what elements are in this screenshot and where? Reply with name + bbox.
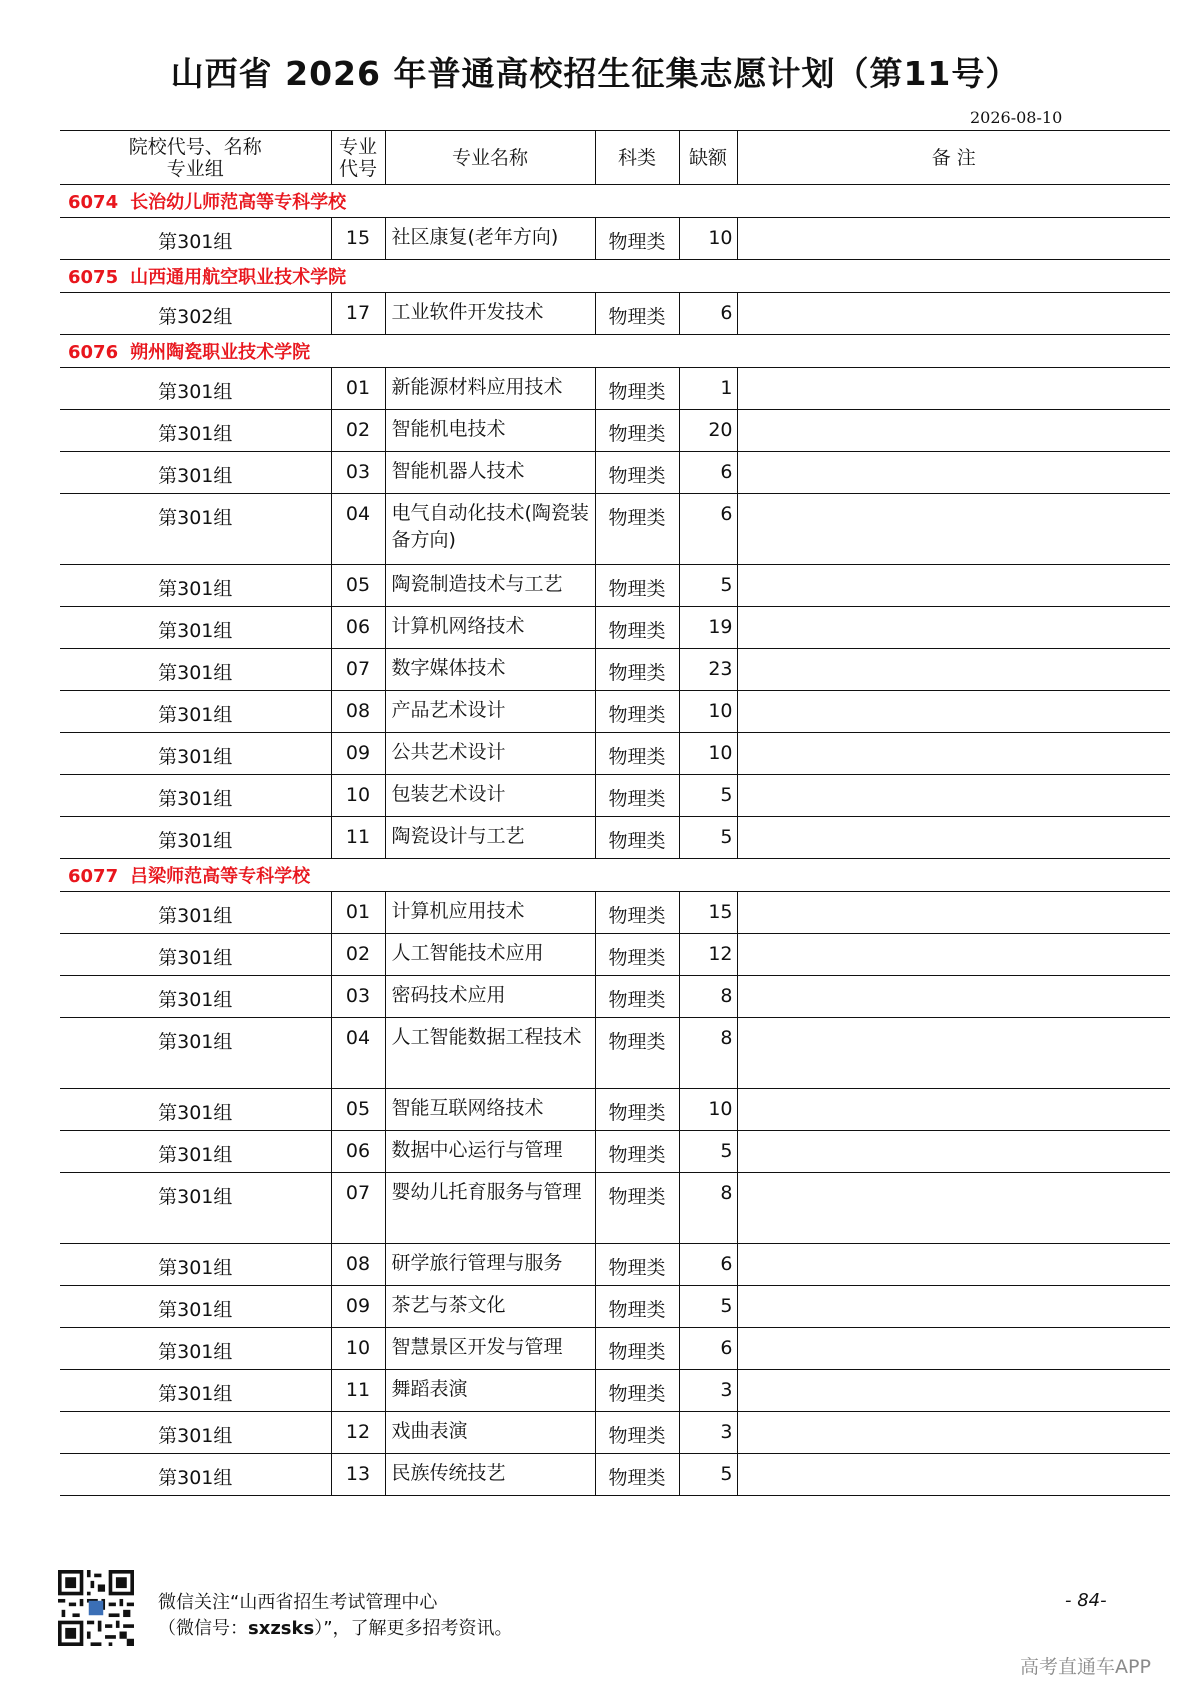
school-header: [60, 185, 1170, 218]
quota-cell: 8: [679, 1018, 737, 1089]
group-cell: 第301组: [60, 1412, 331, 1454]
quota-cell: 6: [679, 494, 737, 565]
table-row: [60, 1286, 1170, 1328]
school-header-row: [60, 859, 1170, 892]
subject-cell: 物理类: [595, 494, 679, 565]
school-header: [60, 335, 1170, 368]
group-cell: 第301组: [60, 691, 331, 733]
major-name-cell: 公共艺术设计: [385, 733, 595, 775]
major-name-cell: 新能源材料应用技术: [385, 368, 595, 410]
school-code: 6076: [68, 342, 119, 363]
quota-cell: 6: [679, 452, 737, 494]
wechat-id: sxzsks: [248, 1618, 315, 1639]
major-name-cell: 智能互联网络技术: [385, 1089, 595, 1131]
subject-cell: 物理类: [595, 649, 679, 691]
subject-cell: 物理类: [595, 817, 679, 859]
major-name-cell: 工业软件开发技术: [385, 293, 595, 335]
subject-cell: 物理类: [595, 1328, 679, 1370]
major-name-cell: 婴幼儿托育服务与管理: [385, 1173, 595, 1244]
note-cell: [737, 1454, 1170, 1496]
group-cell: 第301组: [60, 494, 331, 565]
major-code-cell: 07: [331, 1173, 385, 1244]
major-code-cell: 04: [331, 494, 385, 565]
school-name: 吕梁师范高等专科学校: [130, 866, 311, 887]
note-cell: [737, 368, 1170, 410]
group-cell: 第301组: [60, 607, 331, 649]
note-cell: [737, 691, 1170, 733]
page-title: 山西省 2026 年普通高校招生征集志愿计划（第11号）: [170, 54, 1020, 93]
group-cell: 第301组: [60, 1244, 331, 1286]
major-code-cell: 12: [331, 1412, 385, 1454]
quota-cell: 1: [679, 368, 737, 410]
table-row: [60, 1454, 1170, 1496]
major-name-cell: 密码技术应用: [385, 976, 595, 1018]
enrollment-plan-table: [60, 130, 1170, 1496]
group-cell: 第301组: [60, 565, 331, 607]
major-name-cell: 人工智能技术应用: [385, 934, 595, 976]
subject-cell: 物理类: [595, 293, 679, 335]
subject-cell: 物理类: [595, 1089, 679, 1131]
major-code-cell: 02: [331, 410, 385, 452]
subject-cell: 物理类: [595, 565, 679, 607]
subject-cell: 物理类: [595, 691, 679, 733]
major-code-cell: 05: [331, 1089, 385, 1131]
header-quota: 缺额: [679, 131, 737, 185]
major-name-cell: 智能机器人技术: [385, 452, 595, 494]
table-row: [60, 293, 1170, 335]
watermark: 高考直通车APP: [1020, 1656, 1151, 1678]
major-name-cell: 电气自动化技术(陶瓷装备方向): [385, 494, 595, 565]
major-code-cell: 13: [331, 1454, 385, 1496]
major-name-cell: 数字媒体技术: [385, 649, 595, 691]
quota-cell: 5: [679, 565, 737, 607]
group-cell: 第301组: [60, 649, 331, 691]
subject-cell: 物理类: [595, 218, 679, 260]
major-code-cell: 10: [331, 775, 385, 817]
major-name-cell: 数据中心运行与管理: [385, 1131, 595, 1173]
major-code-cell: 15: [331, 218, 385, 260]
footer-id-prefix: （微信号：: [158, 1618, 248, 1639]
group-cell: 第301组: [60, 452, 331, 494]
major-name-cell: 计算机网络技术: [385, 607, 595, 649]
table-header-row: [60, 131, 1170, 185]
table-body: [60, 185, 1170, 1496]
subject-cell: 物理类: [595, 410, 679, 452]
quota-cell: 8: [679, 1173, 737, 1244]
note-cell: [737, 649, 1170, 691]
subject-cell: 物理类: [595, 1454, 679, 1496]
major-name-cell: 陶瓷制造技术与工艺: [385, 565, 595, 607]
quota-cell: 15: [679, 892, 737, 934]
table-row: [60, 1412, 1170, 1454]
publish-date: 2026-08-10: [970, 108, 1063, 127]
major-code-cell: 01: [331, 892, 385, 934]
subject-cell: 物理类: [595, 1018, 679, 1089]
quota-cell: 5: [679, 1286, 737, 1328]
note-cell: [737, 1018, 1170, 1089]
group-cell: 第301组: [60, 1454, 331, 1496]
header-major-name: 专业名称: [385, 131, 595, 185]
note-cell: [737, 1412, 1170, 1454]
major-code-cell: 06: [331, 607, 385, 649]
group-cell: 第301组: [60, 1018, 331, 1089]
note-cell: [737, 1286, 1170, 1328]
major-name-cell: 计算机应用技术: [385, 892, 595, 934]
group-cell: 第301组: [60, 733, 331, 775]
school-name: 长治幼儿师范高等专科学校: [130, 192, 347, 213]
quota-cell: 19: [679, 607, 737, 649]
major-code-cell: 01: [331, 368, 385, 410]
footer-wechat-id-line: [158, 1614, 513, 1640]
school-header: [60, 859, 1170, 892]
table-row: [60, 565, 1170, 607]
school-code: 6075: [68, 267, 119, 288]
note-cell: [737, 775, 1170, 817]
major-code-cell: 08: [331, 691, 385, 733]
quota-cell: 20: [679, 410, 737, 452]
group-cell: 第301组: [60, 892, 331, 934]
group-cell: 第301组: [60, 1173, 331, 1244]
major-code-cell: 03: [331, 452, 385, 494]
note-cell: [737, 607, 1170, 649]
major-code-cell: 17: [331, 293, 385, 335]
note-cell: [737, 494, 1170, 565]
table-row: [60, 368, 1170, 410]
major-code-cell: 09: [331, 733, 385, 775]
subject-cell: 物理类: [595, 892, 679, 934]
footer-id-suffix: ）”，了解更多招考资讯。: [314, 1618, 513, 1639]
subject-cell: 物理类: [595, 452, 679, 494]
table-row: [60, 1173, 1170, 1244]
major-code-cell: 08: [331, 1244, 385, 1286]
note-cell: [737, 1328, 1170, 1370]
page-number: - 84-: [1065, 1590, 1107, 1611]
quota-cell: 3: [679, 1412, 737, 1454]
note-cell: [737, 892, 1170, 934]
group-cell: 第301组: [60, 1131, 331, 1173]
table-row: [60, 494, 1170, 565]
table-row: [60, 1370, 1170, 1412]
quota-cell: 6: [679, 293, 737, 335]
quota-cell: 5: [679, 1131, 737, 1173]
subject-cell: 物理类: [595, 368, 679, 410]
major-name-cell: 智能机电技术: [385, 410, 595, 452]
group-cell: 第301组: [60, 218, 331, 260]
subject-cell: 物理类: [595, 607, 679, 649]
subject-cell: 物理类: [595, 775, 679, 817]
group-cell: 第301组: [60, 817, 331, 859]
note-cell: [737, 1370, 1170, 1412]
major-name-cell: 戏曲表演: [385, 1412, 595, 1454]
table-row: [60, 607, 1170, 649]
group-cell: 第301组: [60, 1370, 331, 1412]
table-row: [60, 1018, 1170, 1089]
footer-wechat-line: 微信关注“山西省招生考试管理中心: [158, 1592, 438, 1613]
major-code-cell: 03: [331, 976, 385, 1018]
school-header: [60, 260, 1170, 293]
quota-cell: 12: [679, 934, 737, 976]
school-header-row: [60, 185, 1170, 218]
major-name-cell: 包装艺术设计: [385, 775, 595, 817]
note-cell: [737, 817, 1170, 859]
quota-cell: 8: [679, 976, 737, 1018]
major-name-cell: 民族传统技艺: [385, 1454, 595, 1496]
major-name-cell: 产品艺术设计: [385, 691, 595, 733]
major-code-cell: 09: [331, 1286, 385, 1328]
table-row: [60, 691, 1170, 733]
school-name: 朔州陶瓷职业技术学院: [130, 342, 311, 363]
major-code-cell: 04: [331, 1018, 385, 1089]
header-subject: 科类: [595, 131, 679, 185]
note-cell: [737, 293, 1170, 335]
major-code-cell: 07: [331, 649, 385, 691]
header-major-code: 专业 代号: [331, 131, 385, 185]
table-row: [60, 1131, 1170, 1173]
quota-cell: 5: [679, 775, 737, 817]
note-cell: [737, 976, 1170, 1018]
subject-cell: 物理类: [595, 1173, 679, 1244]
subject-cell: 物理类: [595, 976, 679, 1018]
subject-cell: 物理类: [595, 1131, 679, 1173]
school-header-row: [60, 260, 1170, 293]
major-code-cell: 10: [331, 1328, 385, 1370]
note-cell: [737, 1173, 1170, 1244]
major-code-cell: 11: [331, 1370, 385, 1412]
table-row: [60, 934, 1170, 976]
school-header-row: [60, 335, 1170, 368]
group-cell: 第301组: [60, 1328, 331, 1370]
table-row: [60, 976, 1170, 1018]
table-row: [60, 775, 1170, 817]
group-cell: 第301组: [60, 775, 331, 817]
table-row: [60, 1089, 1170, 1131]
qr-code-icon: [58, 1570, 134, 1646]
note-cell: [737, 410, 1170, 452]
major-name-cell: 研学旅行管理与服务: [385, 1244, 595, 1286]
table-row: [60, 410, 1170, 452]
subject-cell: 物理类: [595, 1370, 679, 1412]
subject-cell: 物理类: [595, 1244, 679, 1286]
quota-cell: 10: [679, 218, 737, 260]
school-code: 6074: [68, 192, 119, 213]
quota-cell: 6: [679, 1328, 737, 1370]
subject-cell: 物理类: [595, 1286, 679, 1328]
note-cell: [737, 565, 1170, 607]
table-row: [60, 1328, 1170, 1370]
quota-cell: 5: [679, 1454, 737, 1496]
note-cell: [737, 452, 1170, 494]
major-name-cell: 人工智能数据工程技术: [385, 1018, 595, 1089]
group-cell: 第301组: [60, 976, 331, 1018]
table-row: [60, 452, 1170, 494]
note-cell: [737, 934, 1170, 976]
quota-cell: 23: [679, 649, 737, 691]
major-name-cell: 陶瓷设计与工艺: [385, 817, 595, 859]
group-cell: 第301组: [60, 1286, 331, 1328]
group-cell: 第301组: [60, 934, 331, 976]
header-note: 备 注: [737, 131, 1170, 185]
note-cell: [737, 1244, 1170, 1286]
major-name-cell: 舞蹈表演: [385, 1370, 595, 1412]
group-cell: 第301组: [60, 368, 331, 410]
table-row: [60, 649, 1170, 691]
table-row: [60, 892, 1170, 934]
quota-cell: 6: [679, 1244, 737, 1286]
quota-cell: 5: [679, 817, 737, 859]
table-row: [60, 817, 1170, 859]
subject-cell: 物理类: [595, 733, 679, 775]
note-cell: [737, 218, 1170, 260]
quota-cell: 10: [679, 1089, 737, 1131]
major-code-cell: 06: [331, 1131, 385, 1173]
quota-cell: 10: [679, 733, 737, 775]
group-cell: 第302组: [60, 293, 331, 335]
major-code-cell: 05: [331, 565, 385, 607]
table-row: [60, 218, 1170, 260]
table-row: [60, 1244, 1170, 1286]
quota-cell: 10: [679, 691, 737, 733]
subject-cell: 物理类: [595, 1412, 679, 1454]
school-name: 山西通用航空职业技术学院: [130, 267, 347, 288]
major-name-cell: 社区康复(老年方向): [385, 218, 595, 260]
major-code-cell: 11: [331, 817, 385, 859]
header-group: 院校代号、名称 专业组: [60, 131, 331, 185]
note-cell: [737, 733, 1170, 775]
major-name-cell: 智慧景区开发与管理: [385, 1328, 595, 1370]
major-name-cell: 茶艺与茶文化: [385, 1286, 595, 1328]
table-row: [60, 733, 1170, 775]
group-cell: 第301组: [60, 1089, 331, 1131]
major-code-cell: 02: [331, 934, 385, 976]
note-cell: [737, 1131, 1170, 1173]
school-code: 6077: [68, 866, 119, 887]
group-cell: 第301组: [60, 410, 331, 452]
note-cell: [737, 1089, 1170, 1131]
quota-cell: 3: [679, 1370, 737, 1412]
subject-cell: 物理类: [595, 934, 679, 976]
